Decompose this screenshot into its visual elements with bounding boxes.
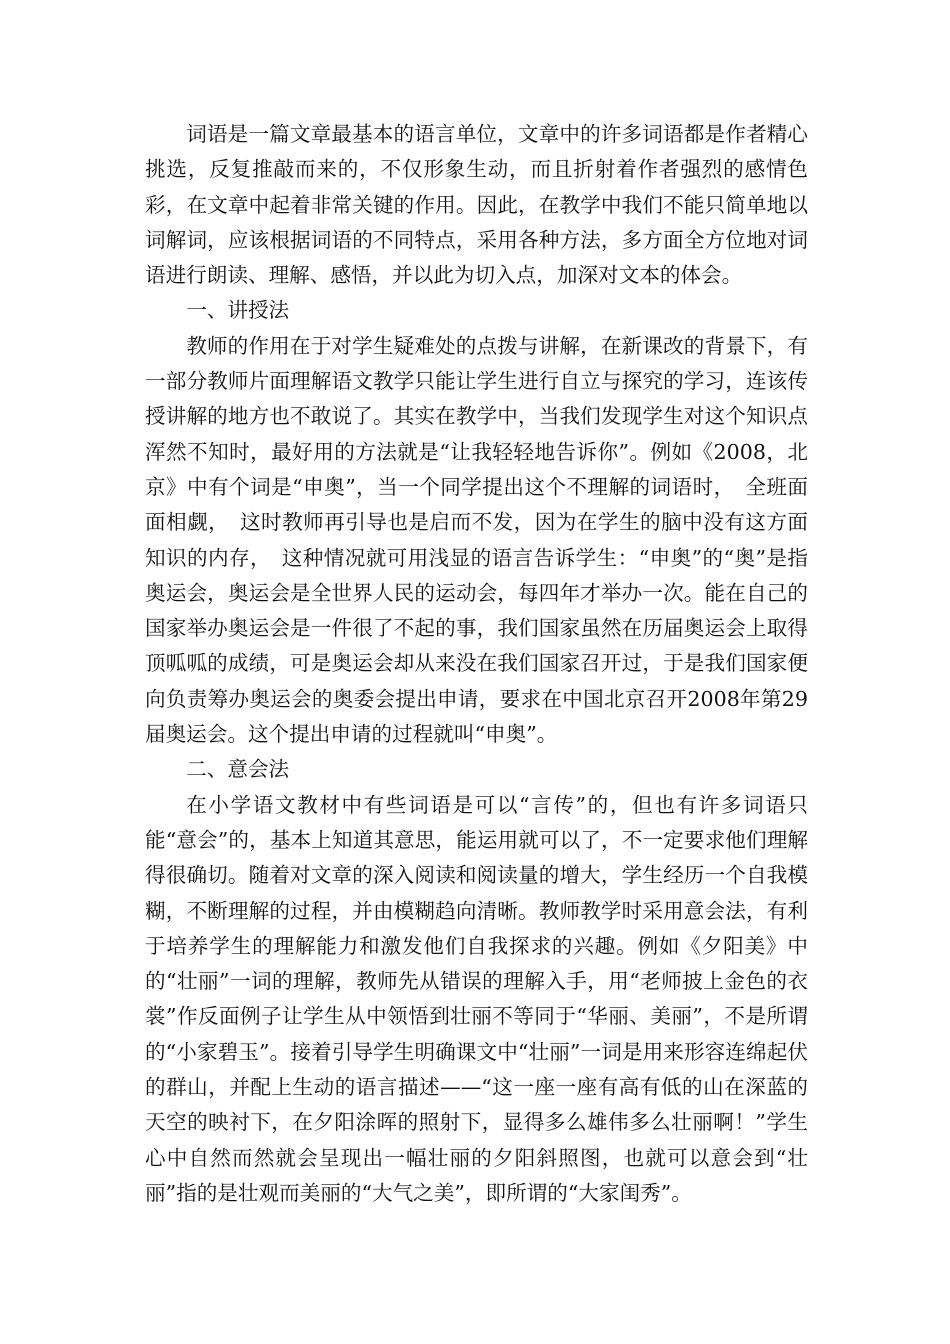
document-page: [145, 117, 808, 1211]
lecture-method-paragraph: 教师的作用在于对学生疑难处的点拨与讲解，在新课改的背景下，有一部分教师片面理解语文教学只能让学生进行自立与探究的学习，连该传授讲解的地方也不敢说了。其实在教学中，当我们发现学生对这个知识点浑然不知时，最好用的方法就是“让我轻轻地告诉你”。例如《2008，北京》中有个词是“申奥”，当一个同学提出这个不理解的词语时， 全班面面相觑， 这时教师再引导也是启而不发，因为在学生的脑中没有这方面知识的内存， 这种情况就可用浅显的语言告诉学生：“申奥”的“奥”是指奥运会，奥运会是全世界人民的运动会，每四年才举办一次。能在自己的国家举办奥运会是一件很了不起的事，我们国家虽然在历届奥运会上取得顶呱呱的成绩，可是奥运会却从来没在我们国家召开过，于是我们国家便向负责筹办奥运会的奥委会提出申请，要求在中国北京召开2008年第29届奥运会。这个提出申请的过程就叫“申奥”。: [145, 333, 808, 747]
section-heading-lecture-method: 一、讲授法: [186, 298, 290, 323]
section-heading-intuition-method: 二、意会法: [186, 757, 290, 782]
intro-paragraph: 词语是一篇文章最基本的语言单位，文章中的许多词语都是作者精心挑选，反复推敲而来的，不仅形象生动，而且折射着作者强烈的感情色彩，在文章中起着非常关键的作用。因此，在教学中我们不能只简单地以词解词，应该根据词语的不同特点，采用各种方法，多方面全方位地对词语进行朗读、理解、感悟，并以此为切入点，加深对文本的体会。: [145, 122, 808, 288]
intuition-method-paragraph: 在小学语文教材中有些词语是可以“言传”的，但也有许多词语只能“意会”的，基本上知道其意思，能运用就可以了，不一定要求他们理解得很确切。随着对文章的深入阅读和阅读量的增大，学生经历一个自我模糊，不断理解的过程，并由模糊趋向清晰。教师教学时采用意会法，有利于培养学生的理解能力和激发他们自我探求的兴趣。例如《夕阳美》中的“壮丽”一词的理解，教师先从错误的理解入手，用“老师披上金色的衣裳”作反面例子让学生从中领悟到壮丽不等同于“华丽、美丽”，不是所谓的“小家碧玉”。接着引导学生明确课文中“壮丽”一词是用来形容连绵起伏的群山，并配上生动的语言描述——“这一座一座有高有低的山在深蓝的天空的映衬下，在夕阳涂晖的照射下，显得多么雄伟多么壮丽啊！”学生心中自然而然就会呈现出一幅壮丽的夕阳斜照图，也就可以意会到“壮丽”指的是壮观而美丽的“大气之美”，即所谓的“大家闺秀”。: [145, 792, 808, 1205]
